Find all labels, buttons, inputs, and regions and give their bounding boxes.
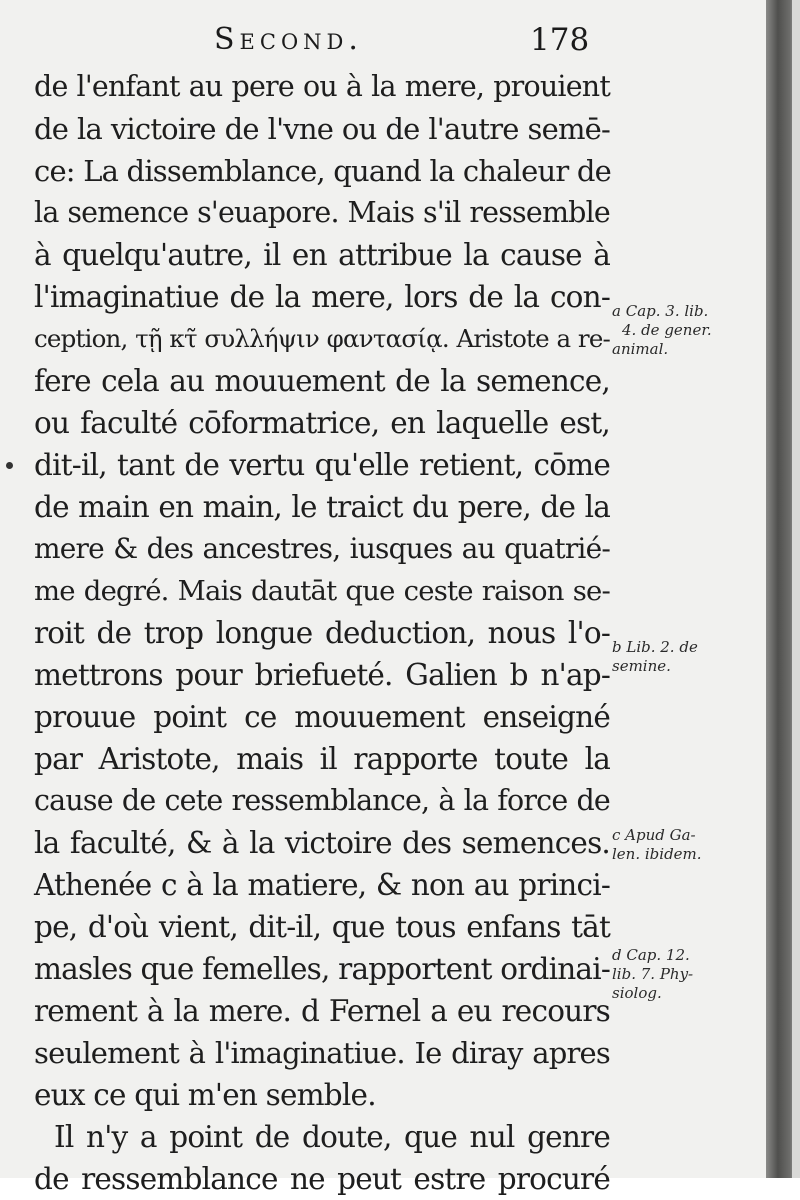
text-line: ception, τῇ κτ̃ συλλήψιν φαντασίᾳ. Aristote a re- [34, 324, 610, 353]
text-line: seulement à l'imaginatiue. Ie diray apres [34, 1036, 610, 1070]
note-line: lib. 7. Phy- [612, 965, 694, 983]
text-line: me degré. Mais dautāt que ceste raison se- [34, 575, 610, 607]
note-line: siolog. [612, 984, 662, 1002]
text-line: dit-il, tant de vertu qu'elle retient, cōme [34, 448, 610, 482]
running-title: Second. [214, 22, 363, 57]
text-line: ce: La dissemblance, quand la chaleur de [34, 154, 611, 188]
note-line: len. ibidem. [612, 845, 702, 863]
text-line: Il n'y a point de doute, que nul genre [54, 1120, 610, 1154]
note-line: b Lib. 2. de [612, 638, 698, 656]
text-line: cause de cete ressemblance, à la force de [34, 784, 610, 817]
text-line: fere cela au mouuement de la semence, [34, 364, 610, 398]
note-line: a Cap. 3. lib. [612, 302, 709, 320]
text-line: Athenée c à la matiere, & non au princi- [34, 868, 610, 902]
text-line: prouue point ce mouuement enseigné [34, 700, 610, 734]
text-line: eux ce qui m'en semble. [34, 1078, 376, 1112]
margin-note-c [612, 826, 762, 864]
text-line: la semence s'euapore. Mais s'il ressemble [34, 196, 610, 229]
ink-speck [6, 462, 13, 469]
page-header [0, 18, 770, 66]
text-line: à quelqu'autre, il en attribue la cause à [34, 238, 610, 272]
text-line: mere & des ancestres, iusques au quatrié- [34, 532, 610, 565]
text-line: roit de trop longue deduction, nous l'o- [34, 616, 610, 650]
body-text [34, 66, 610, 1200]
margin-note-d [612, 946, 762, 1003]
text-line: masles que femelles, rapportent ordinai- [34, 952, 610, 986]
note-line: 4. de gener. [622, 321, 712, 339]
text-line: mettrons pour briefueté. Galien b n'ap- [34, 658, 610, 692]
note-line: semine. [612, 657, 671, 675]
text-line: de la victoire de l'vne ou de l'autre semē- [34, 112, 610, 146]
margin-note-b [612, 638, 762, 676]
note-line: animal. [612, 340, 669, 358]
text-line: la faculté, & à la victoire des semences. [34, 826, 610, 860]
text-line: de l'enfant au pere ou à la mere, prouient [34, 70, 610, 103]
text-line: pe, d'où vient, dit-il, que tous enfans tāt [34, 910, 610, 944]
text-line: l'imaginatiue de la mere, lors de la con- [34, 280, 610, 314]
margin-note-a [612, 302, 762, 359]
note-line: d Cap. 12. [612, 946, 690, 964]
page-number: 178 [530, 22, 590, 58]
text-line: rement à la mere. d Fernel a eu recours [34, 994, 610, 1028]
text-line: par Aristote, mais il rapporte toute la [34, 742, 610, 776]
note-line: c Apud Ga- [612, 826, 696, 844]
text-line: ou faculté cōformatrice, en laquelle est, [34, 406, 610, 440]
text-line: de main en main, le traict du pere, de la [34, 490, 610, 524]
text-line: de ressemblance ne peut estre procuré [34, 1162, 610, 1196]
scan-border [792, 0, 800, 1178]
